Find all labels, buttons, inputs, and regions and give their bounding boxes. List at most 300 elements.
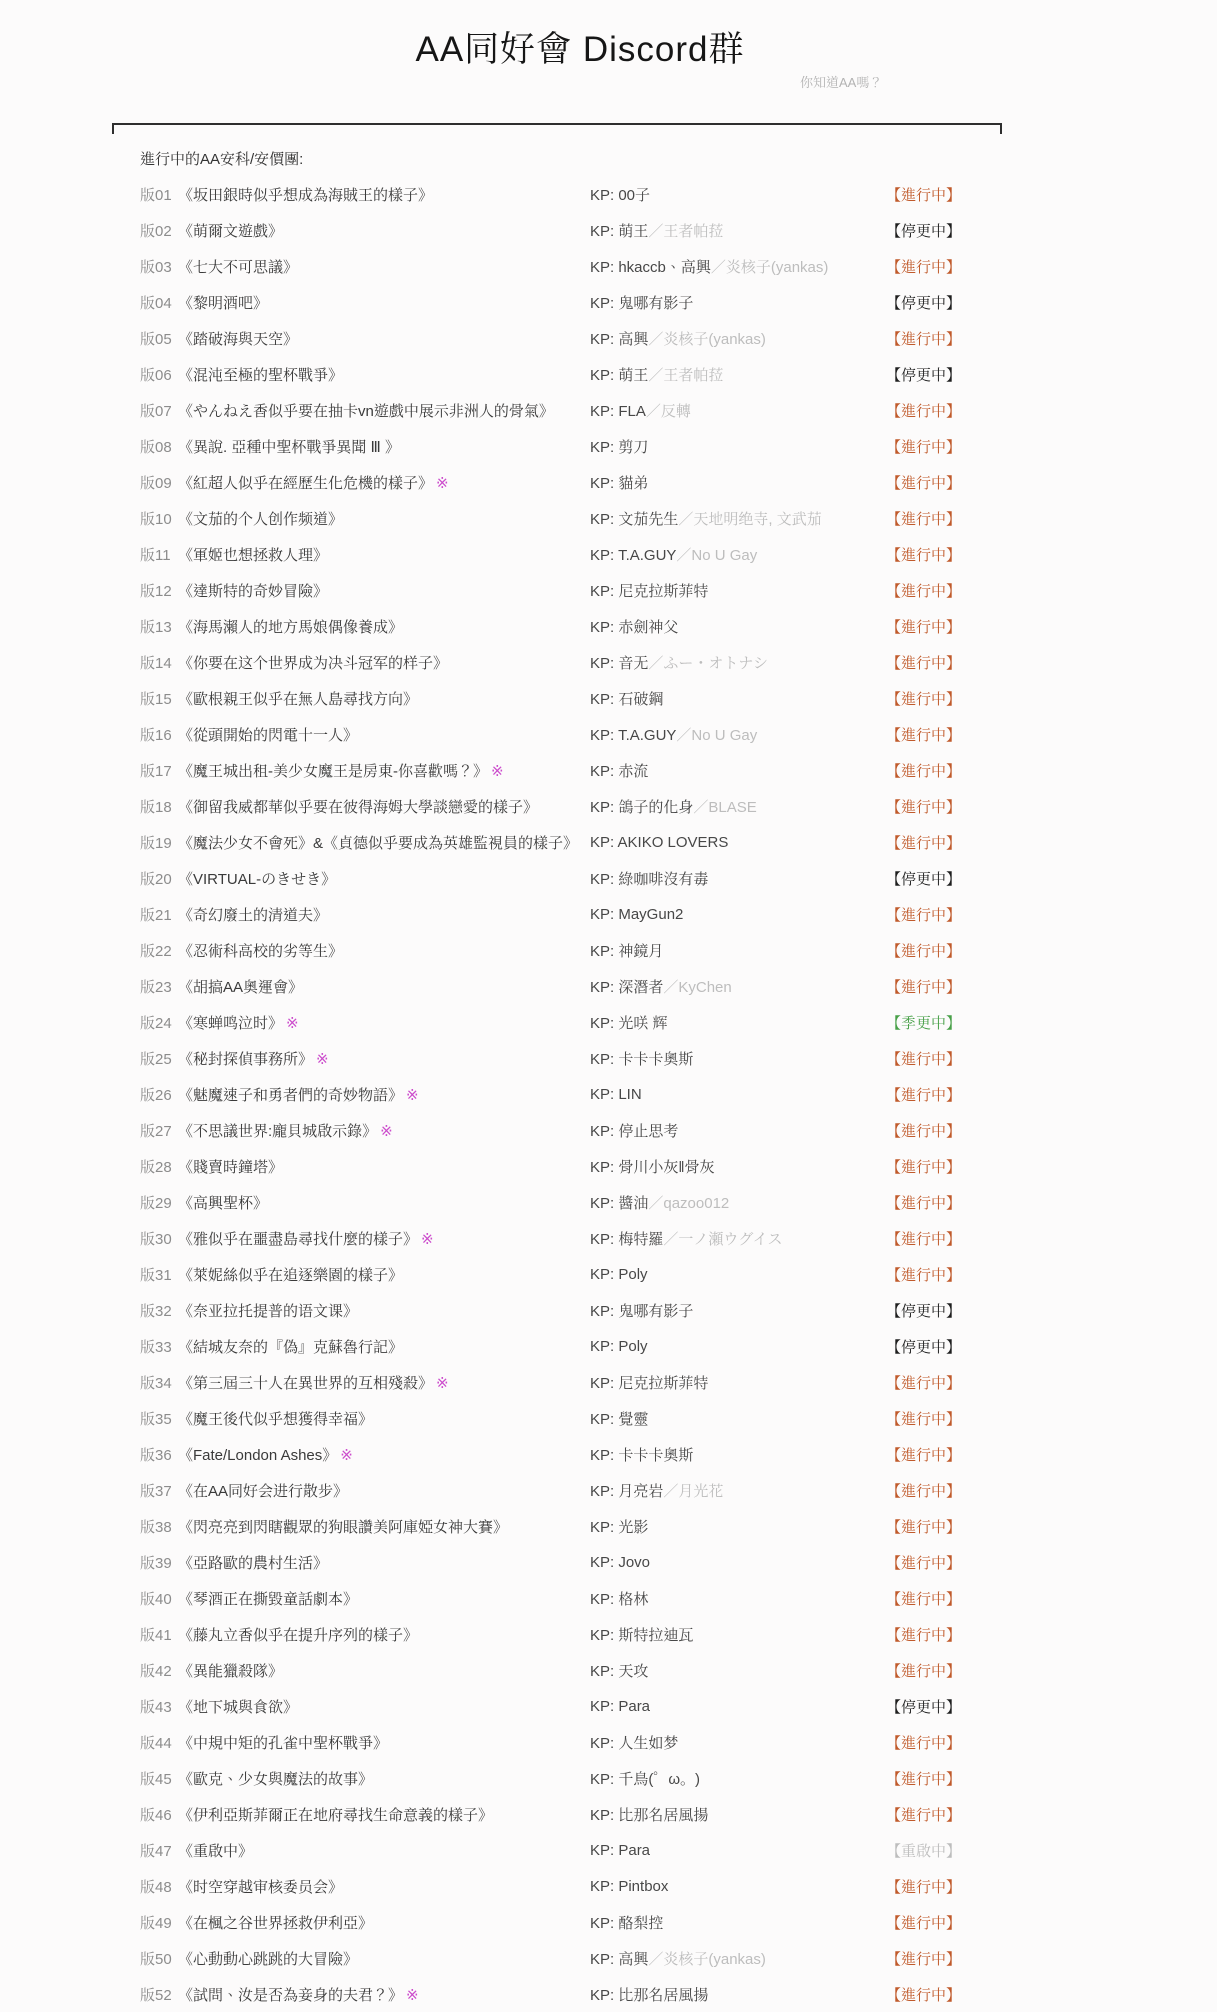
thread-title-link[interactable]: 《在楓之谷世界拯救伊利亞》 bbox=[178, 1914, 374, 1932]
status-badge: 【進行中】 bbox=[886, 1158, 962, 1176]
thread-id: 版24 bbox=[140, 1014, 172, 1032]
thread-title-link[interactable]: 《達斯特的奇妙冒險》 bbox=[178, 582, 329, 600]
remark-asterisk-icon: ※ bbox=[340, 1446, 353, 1464]
status-badge: 【進行中】 bbox=[886, 1518, 962, 1536]
thread-id: 版01 bbox=[140, 186, 172, 204]
status-badge: 【進行中】 bbox=[886, 402, 962, 420]
thread-kp bbox=[590, 436, 886, 457]
thread-id: 版36 bbox=[140, 1446, 172, 1464]
kp-name: KP: 尼克拉斯菲特 bbox=[590, 1374, 709, 1392]
thread-kp bbox=[590, 1408, 886, 1429]
thread-title-link[interactable]: 《你要在这个世界成为决斗冠军的样子》 bbox=[178, 654, 449, 672]
remark-asterisk-icon: ※ bbox=[421, 1230, 434, 1248]
status-badge: 【進行中】 bbox=[886, 906, 962, 924]
thread-title-link[interactable]: 《伊利亞斯菲爾正在地府尋找生命意義的樣子》 bbox=[178, 1806, 494, 1824]
table-row bbox=[0, 536, 1217, 572]
thread-id: 版52 bbox=[140, 1986, 172, 2004]
thread-id: 版12 bbox=[140, 582, 172, 600]
thread-title-link[interactable]: 《忍術科高校的劣等生》 bbox=[178, 942, 344, 960]
kp-name: KP: 比那名居風揚 bbox=[590, 1986, 709, 2004]
thread-kp bbox=[590, 1228, 886, 1249]
thread-title-link[interactable]: 《亞路歐的農村生活》 bbox=[178, 1554, 329, 1572]
kp-name: KP: 深潛者 bbox=[590, 978, 664, 996]
table-row bbox=[0, 1616, 1217, 1652]
thread-id: 版37 bbox=[140, 1482, 172, 1500]
status-badge: 【進行中】 bbox=[886, 1122, 962, 1140]
thread-title-link[interactable]: 《重啟中》 bbox=[178, 1842, 254, 1860]
status-badge: 【進行中】 bbox=[886, 1374, 962, 1392]
thread-title-link[interactable]: 《雅似乎在噩盡島尋找什麼的樣子》 bbox=[178, 1230, 419, 1248]
kp-name: KP: 鬼哪有影子 bbox=[590, 294, 694, 312]
table-row bbox=[0, 1760, 1217, 1796]
kp-name: KP: 覺靈 bbox=[590, 1410, 649, 1428]
thread-title-link[interactable]: 《歐克、少女與魔法的故事》 bbox=[178, 1770, 374, 1788]
kp-name: KP: 光咲 辉 bbox=[590, 1014, 668, 1032]
kp-secondary-name: ／BLASE bbox=[693, 798, 757, 816]
thread-title-cell bbox=[178, 472, 590, 493]
kp-name: KP: 斯特拉迪瓦 bbox=[590, 1626, 694, 1644]
table-row bbox=[0, 1292, 1217, 1328]
kp-name: KP: 尼克拉斯菲特 bbox=[590, 582, 709, 600]
thread-id: 版41 bbox=[140, 1626, 172, 1644]
thread-id: 版35 bbox=[140, 1410, 172, 1428]
table-row bbox=[0, 1904, 1217, 1940]
thread-title-link[interactable]: 《御留我威都華似乎要在彼得海姆大學談戀愛的樣子》 bbox=[178, 798, 539, 816]
thread-id: 版30 bbox=[140, 1230, 172, 1248]
table-row bbox=[0, 1184, 1217, 1220]
thread-kp bbox=[590, 1768, 886, 1789]
thread-title-link[interactable]: 《魔法少女不會死》&《貞德似乎要成為英雄監視員的樣子》 bbox=[178, 834, 579, 852]
thread-title-link[interactable]: 《文茄的个人创作频道》 bbox=[178, 510, 344, 528]
thread-kp bbox=[590, 868, 886, 889]
thread-title-link[interactable]: 《中規中矩的孔雀中聖杯戰爭》 bbox=[178, 1734, 389, 1752]
kp-name: KP: 剪刀 bbox=[590, 438, 649, 456]
thread-title-link[interactable]: 《萌爾文遊戲》 bbox=[178, 222, 284, 240]
thread-title-cell bbox=[178, 1876, 590, 1897]
thread-kp bbox=[590, 1912, 886, 1933]
thread-title-link[interactable]: 《秘封探偵事務所》 bbox=[178, 1050, 314, 1068]
table-row bbox=[0, 1436, 1217, 1472]
status-badge: 【停更中】 bbox=[886, 1338, 962, 1356]
kp-name: KP: 萌王 bbox=[590, 366, 649, 384]
kp-name: KP: 赤劍神父 bbox=[590, 618, 679, 636]
kp-name: KP: T.A.GUY bbox=[590, 726, 677, 744]
thread-title-cell bbox=[178, 1732, 590, 1753]
thread-title-link[interactable]: 《混沌至極的聖杯戰爭》 bbox=[178, 366, 344, 384]
thread-title-cell bbox=[178, 1912, 590, 1933]
table-row bbox=[0, 176, 1217, 212]
thread-title-cell bbox=[178, 1084, 590, 1105]
table-row bbox=[0, 968, 1217, 1004]
thread-title-cell bbox=[178, 1480, 590, 1501]
table-row bbox=[0, 1220, 1217, 1256]
thread-title-link[interactable]: 《VIRTUAL-のきせき》 bbox=[178, 870, 337, 888]
thread-id: 版04 bbox=[140, 294, 172, 312]
thread-id: 版19 bbox=[140, 834, 172, 852]
thread-kp bbox=[590, 1948, 886, 1969]
kp-name: KP: hkaccb、高興 bbox=[590, 258, 711, 276]
table-row bbox=[0, 1076, 1217, 1112]
kp-name: KP: 格林 bbox=[590, 1590, 649, 1608]
remark-asterisk-icon: ※ bbox=[436, 474, 449, 492]
thread-kp bbox=[590, 1804, 886, 1825]
thread-title-link[interactable]: 《紅超人似乎在經歷生化危機的樣子》 bbox=[178, 474, 434, 492]
thread-kp bbox=[590, 1012, 886, 1033]
thread-id: 版09 bbox=[140, 474, 172, 492]
thread-title-link[interactable]: 《高興聖杯》 bbox=[178, 1194, 269, 1212]
thread-title-cell bbox=[178, 652, 590, 673]
thread-title-cell bbox=[178, 544, 590, 565]
page-subtitle: 你知道AA嗎？ bbox=[800, 75, 883, 90]
kp-name: KP: 醬油 bbox=[590, 1194, 649, 1212]
thread-id: 版44 bbox=[140, 1734, 172, 1752]
thread-title-link[interactable]: 《在AA同好会进行散步》 bbox=[178, 1482, 349, 1500]
thread-kp bbox=[590, 1338, 886, 1355]
status-badge: 【停更中】 bbox=[886, 1698, 962, 1716]
status-badge: 【進行中】 bbox=[886, 1878, 962, 1896]
thread-kp bbox=[590, 1732, 886, 1753]
thread-kp bbox=[590, 508, 886, 529]
table-row bbox=[0, 1148, 1217, 1184]
table-row bbox=[0, 644, 1217, 680]
thread-title-link[interactable]: 《心動動心跳跳的大冒險》 bbox=[178, 1950, 359, 1968]
table-row bbox=[0, 284, 1217, 320]
thread-kp bbox=[590, 976, 886, 997]
thread-title-link[interactable]: 《Fate/London Ashes》 bbox=[178, 1446, 338, 1464]
thread-title-cell bbox=[178, 220, 590, 241]
thread-title-link[interactable]: 《奇幻廢土的清道夫》 bbox=[178, 906, 329, 924]
thread-id: 版47 bbox=[140, 1842, 172, 1860]
thread-id: 版06 bbox=[140, 366, 172, 384]
kp-name: KP: 卡卡卡奧斯 bbox=[590, 1446, 694, 1464]
content-frame-border bbox=[112, 123, 1002, 134]
thread-title-link[interactable]: 《奈亚拉托提普的语文课》 bbox=[178, 1302, 359, 1320]
thread-title-link[interactable]: 《異能獵殺隊》 bbox=[178, 1662, 284, 1680]
thread-title-link[interactable]: 《黎明酒吧》 bbox=[178, 294, 269, 312]
thread-kp bbox=[590, 1554, 886, 1571]
thread-title-link[interactable]: 《萊妮絲似乎在追逐樂園的樣子》 bbox=[178, 1266, 404, 1284]
thread-id: 版23 bbox=[140, 978, 172, 996]
table-row bbox=[0, 1472, 1217, 1508]
status-badge: 【停更中】 bbox=[886, 222, 962, 240]
thread-kp bbox=[590, 1192, 886, 1213]
kp-secondary-name: ／王者帕菈 bbox=[648, 366, 724, 384]
thread-kp bbox=[590, 616, 886, 637]
thread-id: 版20 bbox=[140, 870, 172, 888]
thread-kp bbox=[590, 688, 886, 709]
thread-title-link[interactable]: 《賤賣時鐘塔》 bbox=[178, 1158, 284, 1176]
thread-title-cell bbox=[178, 508, 590, 529]
table-row bbox=[0, 212, 1217, 248]
table-row bbox=[0, 392, 1217, 428]
kp-name: KP: 赤流 bbox=[590, 762, 649, 780]
thread-id: 版29 bbox=[140, 1194, 172, 1212]
kp-secondary-name: ／一ノ瀬ウグイス bbox=[663, 1230, 783, 1248]
thread-title-cell bbox=[178, 940, 590, 961]
thread-kp bbox=[590, 760, 886, 781]
thread-title-cell bbox=[178, 976, 590, 997]
kp-name: KP: 鴿子的化身 bbox=[590, 798, 694, 816]
thread-kp bbox=[590, 796, 886, 817]
thread-id: 版22 bbox=[140, 942, 172, 960]
thread-kp bbox=[590, 544, 886, 565]
thread-kp bbox=[590, 1516, 886, 1537]
thread-title-link[interactable]: 《踏破海與天空》 bbox=[178, 330, 299, 348]
thread-title-link[interactable]: 《異說. 亞種中聖杯戰爭異聞 Ⅲ 》 bbox=[178, 438, 401, 456]
thread-kp bbox=[590, 328, 886, 349]
thread-title-link[interactable]: 《琴酒正在撕毀童話劇本》 bbox=[178, 1590, 359, 1608]
thread-title-link[interactable]: 《やんねえ香似乎要在抽卡vn遊戲中展示非洲人的骨氣》 bbox=[178, 402, 554, 420]
kp-name: KP: 停止思考 bbox=[590, 1122, 679, 1140]
status-badge: 【進行中】 bbox=[886, 330, 962, 348]
thread-id: 版26 bbox=[140, 1086, 172, 1104]
thread-id: 版18 bbox=[140, 798, 172, 816]
thread-id: 版33 bbox=[140, 1338, 172, 1356]
thread-title-cell bbox=[178, 1336, 590, 1357]
thread-title-cell bbox=[178, 1228, 590, 1249]
status-badge: 【進行中】 bbox=[886, 186, 962, 204]
status-badge: 【進行中】 bbox=[886, 258, 962, 276]
list-header: 進行中的AA安科/安價團: bbox=[140, 150, 304, 168]
thread-title-cell bbox=[178, 1552, 590, 1573]
status-badge: 【停更中】 bbox=[886, 366, 962, 384]
table-row bbox=[0, 788, 1217, 824]
kp-name: KP: 石破鋼 bbox=[590, 690, 664, 708]
table-row bbox=[0, 1256, 1217, 1292]
thread-id: 版42 bbox=[140, 1662, 172, 1680]
kp-name: KP: T.A.GUY bbox=[590, 546, 677, 564]
status-badge: 【進行中】 bbox=[886, 726, 962, 744]
kp-name: KP: Para bbox=[590, 1841, 651, 1859]
thread-title-link[interactable]: 《魔王後代似乎想獲得幸福》 bbox=[178, 1410, 374, 1428]
status-badge: 【進行中】 bbox=[886, 762, 962, 780]
remark-asterisk-icon: ※ bbox=[286, 1014, 299, 1032]
thread-title-link[interactable]: 《結城友奈的『偽』克蘇魯行記》 bbox=[178, 1338, 404, 1356]
status-badge: 【停更中】 bbox=[886, 1302, 962, 1320]
thread-title-link[interactable]: 《第三屆三十人在異世界的互相殘殺》 bbox=[178, 1374, 434, 1392]
kp-secondary-name: ／ふー・オトナシ bbox=[648, 654, 769, 672]
thread-id: 版32 bbox=[140, 1302, 172, 1320]
thread-title-cell bbox=[178, 328, 590, 349]
status-badge: 【進行中】 bbox=[886, 1194, 962, 1212]
thread-id: 版31 bbox=[140, 1266, 172, 1284]
status-badge: 【進行中】 bbox=[886, 1482, 962, 1500]
table-row bbox=[0, 1580, 1217, 1616]
thread-title-link[interactable]: 《閃亮亮到閃瞎觀眾的狗眼讚美阿庫婭女神大賽》 bbox=[178, 1518, 509, 1536]
table-row bbox=[0, 1940, 1217, 1976]
thread-id: 版27 bbox=[140, 1122, 172, 1140]
thread-id: 版40 bbox=[140, 1590, 172, 1608]
status-badge: 【進行中】 bbox=[886, 1662, 962, 1680]
kp-name: KP: 酪梨控 bbox=[590, 1914, 664, 1932]
table-row bbox=[0, 572, 1217, 608]
kp-name: KP: 00子 bbox=[590, 186, 651, 204]
remark-asterisk-icon: ※ bbox=[406, 1086, 419, 1104]
status-badge: 【進行中】 bbox=[886, 582, 962, 600]
kp-name: KP: 人生如梦 bbox=[590, 1734, 679, 1752]
table-row bbox=[0, 1868, 1217, 1904]
thread-kp bbox=[590, 1842, 886, 1859]
thread-title-cell bbox=[178, 1192, 590, 1213]
remark-asterisk-icon: ※ bbox=[406, 1986, 419, 2004]
status-badge: 【進行中】 bbox=[886, 1086, 962, 1104]
kp-name: KP: 神鏡月 bbox=[590, 942, 664, 960]
thread-title-link[interactable]: 《歐根親王似乎在無人島尋找方向》 bbox=[178, 690, 419, 708]
table-row bbox=[0, 248, 1217, 284]
table-row bbox=[0, 1832, 1217, 1868]
table-row bbox=[0, 1544, 1217, 1580]
thread-title-cell bbox=[178, 868, 590, 889]
thread-id: 版14 bbox=[140, 654, 172, 672]
kp-name: KP: 高興 bbox=[590, 330, 649, 348]
status-badge: 【進行中】 bbox=[886, 1986, 962, 2004]
thread-title-cell bbox=[178, 760, 590, 781]
thread-id: 版25 bbox=[140, 1050, 172, 1068]
thread-id: 版21 bbox=[140, 906, 172, 924]
thread-id: 版10 bbox=[140, 510, 172, 528]
status-badge: 【進行中】 bbox=[886, 510, 962, 528]
kp-name: KP: Poly bbox=[590, 1265, 648, 1283]
thread-title-cell bbox=[178, 832, 590, 853]
thread-id: 版13 bbox=[140, 618, 172, 636]
table-row bbox=[0, 716, 1217, 752]
thread-kp bbox=[590, 256, 886, 277]
thread-title-link[interactable]: 《試問、汝是否為妾身的夫君？》 bbox=[178, 1986, 404, 2004]
kp-name: KP: 光影 bbox=[590, 1518, 649, 1536]
table-row bbox=[0, 860, 1217, 896]
thread-kp bbox=[590, 724, 886, 745]
thread-title-link[interactable]: 《七大不可思議》 bbox=[178, 258, 299, 276]
thread-kp bbox=[590, 1372, 886, 1393]
thread-kp bbox=[590, 1480, 886, 1501]
thread-id: 版05 bbox=[140, 330, 172, 348]
table-row bbox=[0, 1112, 1217, 1148]
thread-title-link[interactable]: 《不思議世界:龐貝城啟示錄》 bbox=[178, 1122, 378, 1140]
remark-asterisk-icon: ※ bbox=[316, 1050, 329, 1068]
thread-id: 版08 bbox=[140, 438, 172, 456]
status-badge: 【進行中】 bbox=[886, 1590, 962, 1608]
thread-title-link[interactable]: 《时空穿越审核委员会》 bbox=[178, 1878, 344, 1896]
remark-asterisk-icon: ※ bbox=[436, 1374, 449, 1392]
thread-kp bbox=[590, 1878, 886, 1895]
thread-title-cell bbox=[178, 1984, 590, 2005]
kp-name: KP: AKIKO LOVERS bbox=[590, 833, 729, 851]
kp-secondary-name: ／No U Gay bbox=[676, 726, 758, 744]
kp-secondary-name: ／天地明绝寺, 文武茄 bbox=[678, 510, 822, 528]
thread-title-cell bbox=[178, 1156, 590, 1177]
thread-id: 版17 bbox=[140, 762, 172, 780]
thread-title-cell bbox=[178, 1300, 590, 1321]
kp-name: KP: 骨川小灰‖骨灰 bbox=[590, 1158, 715, 1176]
thread-title-cell bbox=[178, 1444, 590, 1465]
table-row bbox=[0, 608, 1217, 644]
thread-id: 版15 bbox=[140, 690, 172, 708]
table-row bbox=[0, 464, 1217, 500]
thread-title-link[interactable]: 《胡搞AA奧運會》 bbox=[178, 978, 304, 996]
status-badge: 【進行中】 bbox=[886, 798, 962, 816]
thread-title-link[interactable]: 《魔王城出租-美少女魔王是房東-你喜歡嗎？》 bbox=[178, 762, 488, 780]
table-row bbox=[0, 680, 1217, 716]
thread-title-link[interactable]: 《藤丸立香似乎在提升序列的樣子》 bbox=[178, 1626, 419, 1644]
table-row bbox=[0, 428, 1217, 464]
kp-name: KP: 貓弟 bbox=[590, 474, 649, 492]
kp-name: KP: MayGun2 bbox=[590, 905, 684, 923]
status-badge: 【進行中】 bbox=[886, 1950, 962, 1968]
kp-name: KP: Jovo bbox=[590, 1553, 651, 1571]
status-badge: 【進行中】 bbox=[886, 690, 962, 708]
thread-id: 版49 bbox=[140, 1914, 172, 1932]
thread-kp bbox=[590, 1660, 886, 1681]
remark-asterisk-icon: ※ bbox=[380, 1122, 393, 1140]
status-badge: 【進行中】 bbox=[886, 654, 962, 672]
thread-title-link[interactable]: 《海馬瀨人的地方馬娘偶像養成》 bbox=[178, 618, 404, 636]
thread-title-link[interactable]: 《軍姬也想拯救人理》 bbox=[178, 546, 329, 564]
thread-title-cell bbox=[178, 292, 590, 313]
thread-kp bbox=[590, 400, 886, 421]
thread-title-link[interactable]: 《魅魔速子和勇者們的奇妙物語》 bbox=[178, 1086, 404, 1104]
thread-id: 版02 bbox=[140, 222, 172, 240]
kp-name: KP: Poly bbox=[590, 1337, 648, 1355]
table-row bbox=[0, 896, 1217, 932]
table-row bbox=[0, 932, 1217, 968]
status-badge: 【進行中】 bbox=[886, 618, 962, 636]
thread-id: 版46 bbox=[140, 1806, 172, 1824]
thread-title-cell bbox=[178, 1408, 590, 1429]
thread-title-cell bbox=[178, 1948, 590, 1969]
thread-id: 版34 bbox=[140, 1374, 172, 1392]
thread-title-cell bbox=[178, 1048, 590, 1069]
thread-id: 版38 bbox=[140, 1518, 172, 1536]
table-row bbox=[0, 1796, 1217, 1832]
table-row bbox=[0, 1976, 1217, 2012]
thread-kp bbox=[590, 1444, 886, 1465]
thread-id: 版48 bbox=[140, 1878, 172, 1896]
status-badge: 【進行中】 bbox=[886, 1626, 962, 1644]
thread-kp bbox=[590, 1266, 886, 1283]
thread-kp bbox=[590, 1086, 886, 1103]
thread-kp bbox=[590, 1588, 886, 1609]
thread-title-link[interactable]: 《從頭開始的閃電十一人》 bbox=[178, 726, 359, 744]
table-row bbox=[0, 1364, 1217, 1400]
status-badge: 【進行中】 bbox=[886, 834, 962, 852]
thread-id: 版03 bbox=[140, 258, 172, 276]
thread-title-cell bbox=[178, 436, 590, 457]
thread-title-cell bbox=[178, 256, 590, 277]
kp-name: KP: 高興 bbox=[590, 1950, 649, 1968]
table-row bbox=[0, 1004, 1217, 1040]
remark-asterisk-icon: ※ bbox=[491, 762, 504, 780]
thread-title-link[interactable]: 《寒蝉鸣泣时》 bbox=[178, 1014, 284, 1032]
table-row bbox=[0, 500, 1217, 536]
thread-title-cell bbox=[178, 904, 590, 925]
status-badge: 【停更中】 bbox=[886, 294, 962, 312]
kp-name: KP: 月亮岩 bbox=[590, 1482, 664, 1500]
status-badge: 【進行中】 bbox=[886, 942, 962, 960]
kp-secondary-name: ／王者帕菈 bbox=[648, 222, 724, 240]
table-row bbox=[0, 1508, 1217, 1544]
status-badge: 【進行中】 bbox=[886, 1734, 962, 1752]
kp-secondary-name: ／炎核子(yankas) bbox=[710, 258, 829, 276]
table-row bbox=[0, 1688, 1217, 1724]
thread-id: 版43 bbox=[140, 1698, 172, 1716]
thread-title-link[interactable]: 《地下城與食欲》 bbox=[178, 1698, 299, 1716]
status-badge: 【進行中】 bbox=[886, 1806, 962, 1824]
thread-title-link[interactable]: 《坂田銀時似乎想成為海賊王的樣子》 bbox=[178, 186, 434, 204]
list-header-row bbox=[0, 140, 1217, 176]
thread-id: 版16 bbox=[140, 726, 172, 744]
thread-title-cell bbox=[178, 1768, 590, 1789]
thread-title-cell bbox=[178, 364, 590, 385]
